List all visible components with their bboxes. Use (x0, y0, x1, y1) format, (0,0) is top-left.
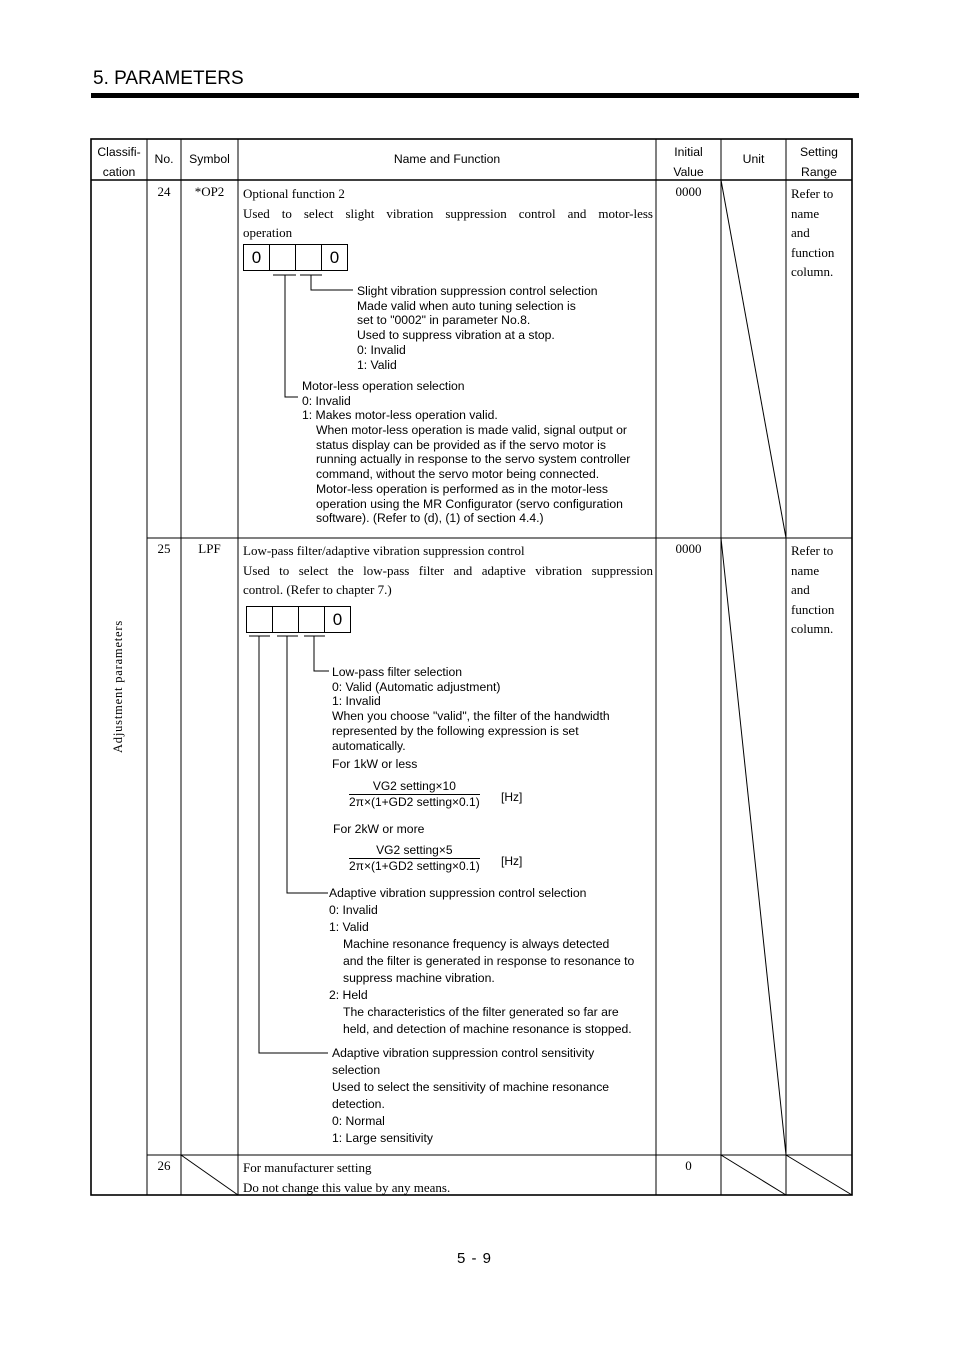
formula-2 (349, 843, 480, 873)
formula-2-unit: [Hz] (501, 854, 523, 868)
row-25-selection-2-held: 2: Held (329, 988, 368, 1002)
row-25-symbol: LPF (198, 541, 221, 556)
formula-1 (349, 779, 480, 809)
row-26-desc: Do not change this value by any means. (243, 1179, 451, 1195)
row-25-initial-value: 0000 (675, 541, 702, 556)
header-no: No. (154, 152, 174, 166)
header-name-function: Name and Function (393, 152, 501, 166)
header-setting-range: Setting Range (800, 145, 838, 179)
formula-1-unit: [Hz] (501, 790, 523, 804)
row-24-symbol: *OP2 (194, 184, 225, 199)
digit-box: 0 (324, 606, 351, 633)
row-24-no: 24 (157, 184, 171, 199)
digit-box (269, 244, 296, 271)
row-24-digit-boxes (243, 244, 347, 271)
row-24-setting-range: Refer to name and function column. (791, 186, 835, 279)
row-26-name-function (243, 1158, 653, 1197)
row-25-setting-range: Refer to name and function column. (791, 543, 835, 636)
row-25-digit-boxes (246, 606, 350, 633)
digit-box (272, 606, 299, 633)
formula-2-denominator: 2π×(1+GD2 setting×0.1) (349, 859, 480, 873)
classification-label: Adjustment parameters (111, 619, 126, 753)
formula-1-denominator: 2π×(1+GD2 setting×0.1) (349, 795, 480, 809)
row-24-desc-line-1: Used to select slight vibration suppression control and motor-less (243, 205, 653, 221)
row-24-selection-2-detail: When motor-less operation is made valid, signal output or status display can be provided as if the servo motor is running actually in response to the servo system controller command, without the servo motor being connected. Motor-less operation is performed as in the motor-less operation using the MR Configurator (servo configuration software). (Refer to (d), (1) of section 4.4.) (316, 423, 631, 526)
row-24-title: Optional function 2 (243, 186, 345, 201)
row-25-selection-2-held-detail: The characteristics of the filter generated so far are held, and detection of machine resonance is stopped. (343, 1005, 632, 1036)
digit-box (298, 606, 325, 633)
row-25-desc-line-2: control. (Refer to chapter 7.) (243, 582, 392, 597)
row-25-title: Low-pass filter/adaptive vibration suppression control (243, 543, 525, 558)
row-25-name-function (243, 541, 653, 600)
formula-1-label: For 1kW or less (332, 757, 418, 771)
header-classification: Classifi- cation (97, 145, 141, 179)
header-initial-value: Initial Value (673, 145, 704, 179)
classification-cell (19, 619, 219, 753)
header-symbol: Symbol (189, 152, 230, 166)
section-title: 5. PARAMETERS (93, 68, 244, 89)
row-24-initial-value: 0000 (675, 184, 702, 199)
digit-box: 0 (243, 244, 270, 271)
formula-2-numerator: VG2 setting×5 (349, 843, 480, 859)
formula-2-label: For 2kW or more (333, 822, 425, 836)
page-number: 5 - 9 (457, 1250, 493, 1267)
row-24-desc-line-2: operation (243, 225, 293, 240)
row-25-desc-line-1: Used to select the low-pass filter and adaptive vibration suppression (243, 562, 653, 578)
row-24-selection-2: Motor-less operation selection 0: Invalid 1: Makes motor-less operation valid. (302, 379, 498, 423)
row-24-name-function (243, 184, 653, 243)
header-unit: Unit (742, 152, 765, 166)
row-26-initial-value: 0 (685, 1158, 692, 1173)
formula-1-numerator: VG2 setting×10 (349, 779, 480, 795)
row-26-title: For manufacturer setting (243, 1160, 372, 1175)
digit-box (295, 244, 322, 271)
row-25-selection-2-valid-detail: Machine resonance frequency is always detected and the filter is generated in response to resonance to suppress machine vibration. (343, 937, 635, 985)
row-25-no: 25 (157, 541, 171, 556)
row-25-selection-3: Adaptive vibration suppression control sensitivity selection Used to select the sensitivity of machine resonance detection. 0: Normal 1: Large sensitivity (332, 1046, 610, 1145)
row-25-selection-1: Low-pass filter selection 0: Valid (Automatic adjustment) 1: Invalid When you choose "valid", the filter of the handwidth represented by the following expression is set automatically. (332, 665, 610, 753)
digit-box: 0 (321, 244, 348, 271)
digit-box (246, 606, 273, 633)
row-24-selection-1: Slight vibration suppression control selection Made valid when auto tuning selection is set to "0002" in parameter No.8. Used to suppress vibration at a stop. 0: Invalid 1: Valid (357, 284, 598, 372)
row-25-selection-2: Adaptive vibration suppression control selection 0: Invalid 1: Valid (329, 886, 587, 934)
row-26-no: 26 (157, 1158, 171, 1173)
